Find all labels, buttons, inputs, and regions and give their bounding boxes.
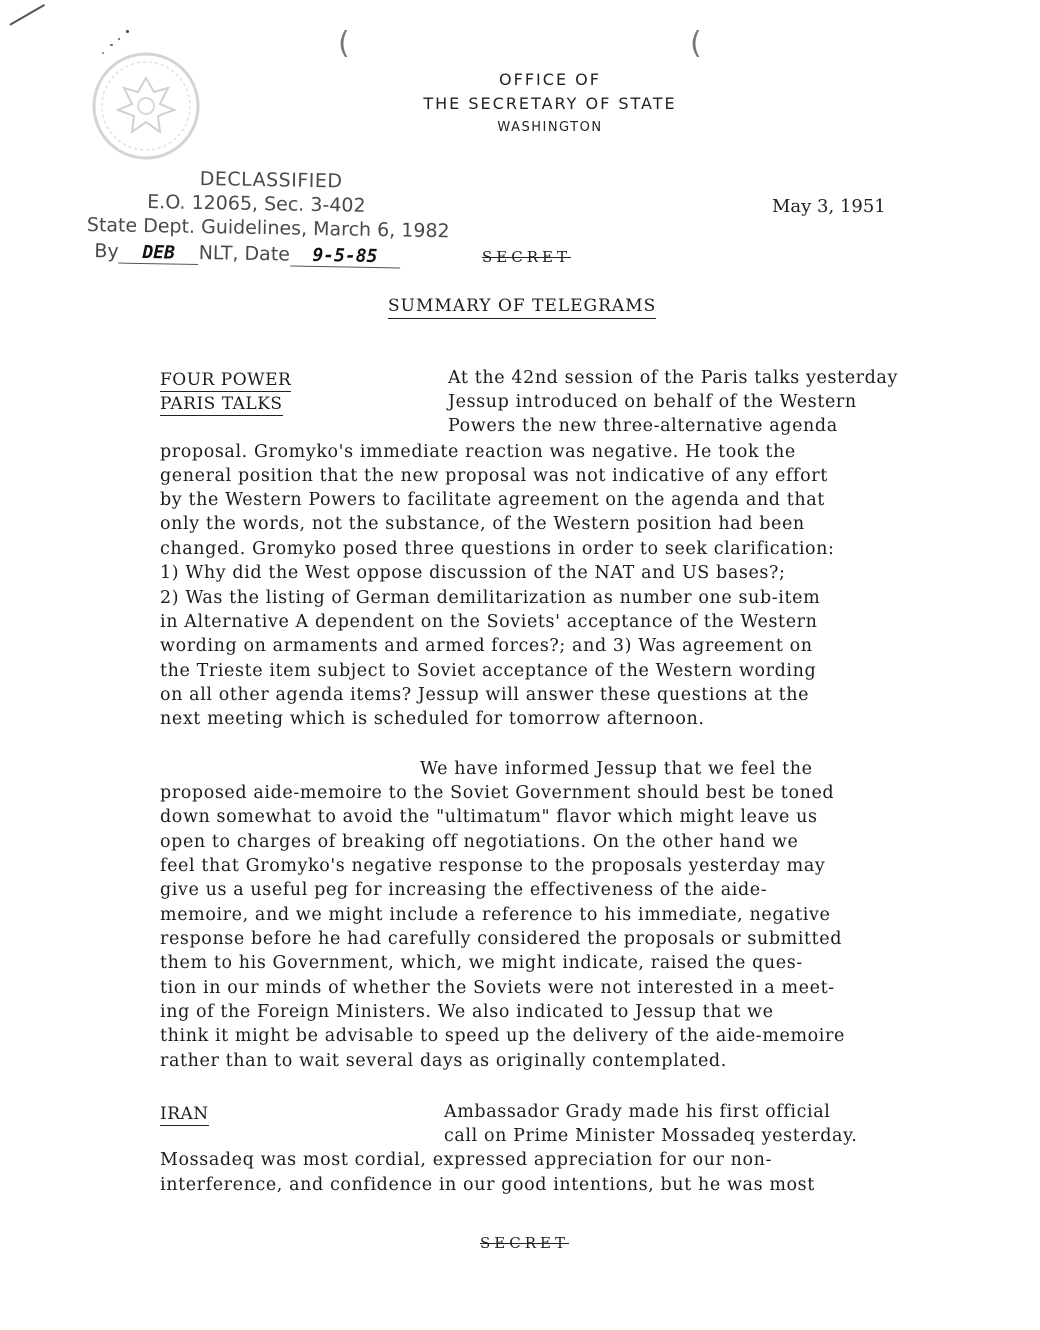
text-line: 2) Was the listing of German demilitarization as number one sub-item <box>160 588 821 608</box>
section-heading-four-power: FOUR POWER <box>160 370 292 390</box>
letterhead-office: OFFICE OF <box>499 70 601 89</box>
text-line: memoire, and we might include a reference to his immediate, negative <box>160 905 831 925</box>
section-heading-paris-talks: PARIS TALKS <box>160 394 283 414</box>
text-line: them to his Government, which, we might indicate, raised the ques- <box>160 953 803 973</box>
text-line: proposed aide-memoire to the Soviet Government should best be toned <box>160 783 835 803</box>
text-line: Powers the new three-alternative agenda <box>448 416 838 436</box>
text-line: Ambassador Grady made his first official <box>444 1102 831 1122</box>
classification-top: SECRET <box>482 248 571 266</box>
text-line: down somewhat to avoid the "ultimatum" flavor which might leave us <box>160 807 818 827</box>
margin-mark <box>14 4 54 64</box>
stamp-nlt-label: NLT, Date <box>198 241 291 266</box>
text-line: open to charges of breaking off negotiations. On the other hand we <box>160 832 799 852</box>
text-line: tion in our minds of whether the Soviets were not interested in a meet- <box>160 978 835 998</box>
text-line: the Trieste item subject to Soviet acceptance of the Western wording <box>160 661 817 681</box>
text-line: on all other agenda items? Jessup will answer these questions at the <box>160 685 810 705</box>
text-line: At the 42nd session of the Paris talks yesterday <box>448 368 898 388</box>
text-line: only the words, not the substance, of the Western position had been <box>160 514 805 534</box>
text-line: Mossadeq was most cordial, expressed appreciation for our non- <box>160 1150 772 1170</box>
text-line: We have informed Jessup that we feel the <box>420 759 813 779</box>
stamp-by-row <box>94 240 400 268</box>
punch-hole-mark-right: ( <box>690 26 702 61</box>
stamp-initials: DEB <box>142 241 176 264</box>
stamp-declassified: DECLASSIFIED <box>199 167 343 193</box>
text-line: changed. Gromyko posed three questions in order to seek clarification: <box>160 539 835 559</box>
embossed-seal-icon <box>88 48 204 164</box>
text-line: ing of the Foreign Ministers. We also indicated to Jessup that we <box>160 1002 774 1022</box>
punch-hole-mark-left: ( <box>338 26 350 61</box>
text-line: give us a useful peg for increasing the effectiveness of the aide- <box>160 880 768 900</box>
text-line: response before he had carefully considered the proposals or submitted <box>160 929 843 949</box>
text-line: Jessup introduced on behalf of the Western <box>448 392 857 412</box>
seal-specks <box>96 30 136 60</box>
section-heading-iran: IRAN <box>160 1104 209 1124</box>
stamp-by-label: By <box>94 240 119 263</box>
text-line: think it might be advisable to speed up the delivery of the aide-memoire <box>160 1026 845 1046</box>
memo-date: May 3, 1951 <box>772 196 886 217</box>
document-title: SUMMARY OF TELEGRAMS <box>388 296 656 319</box>
stamp-eo: E.O. 12065, Sec. 3-402 <box>147 191 366 217</box>
text-line: wording on armaments and armed forces?; and 3) Was agreement on <box>160 636 813 656</box>
text-line: next meeting which is scheduled for tomorrow afternoon. <box>160 709 705 729</box>
classification-bottom: SECRET <box>480 1234 569 1252</box>
text-line: call on Prime Minister Mossadeq yesterday. <box>444 1126 858 1146</box>
text-line: in Alternative A dependent on the Soviets' acceptance of the Western <box>160 612 818 632</box>
stamp-guidelines: State Dept. Guidelines, March 6, 1982 <box>86 213 450 243</box>
text-line: by the Western Powers to facilitate agreement on the agenda and that <box>160 490 825 510</box>
text-line: 1) Why did the West oppose discussion of the NAT and US bases?; <box>160 563 786 583</box>
text-line: interference, and confidence in our good intentions, but he was most <box>160 1175 815 1195</box>
text-line: rather than to wait several days as originally contemplated. <box>160 1051 727 1071</box>
letterhead <box>360 68 740 140</box>
letterhead-city: WASHINGTON <box>497 120 603 135</box>
text-line: feel that Gromyko's negative response to the proposals yesterday may <box>160 856 826 876</box>
text-line: proposal. Gromyko's immediate reaction was negative. He took the <box>160 442 796 462</box>
text-line: general position that the new proposal was not indicative of any effort <box>160 466 828 486</box>
stamp-date-handwritten: 9-5-85 <box>312 244 378 268</box>
letterhead-secretary: THE SECRETARY OF STATE <box>423 94 677 113</box>
